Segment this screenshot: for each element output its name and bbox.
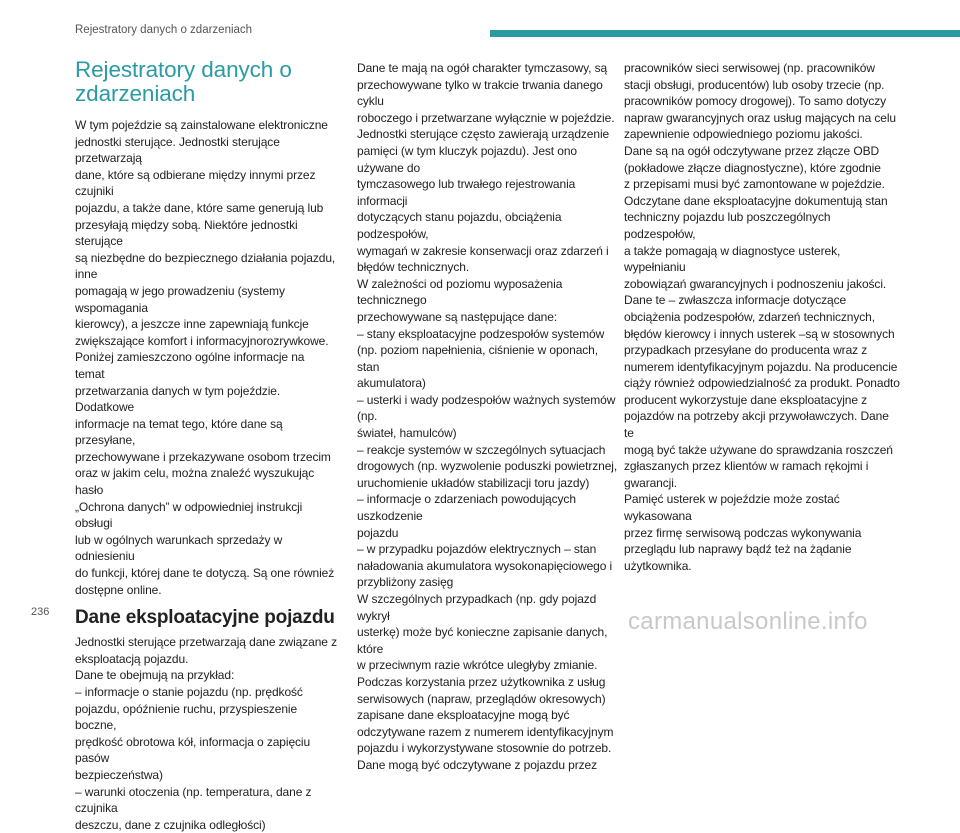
header-accent-bar: [490, 30, 960, 37]
intro-paragraph: W tym pojeździe są zainstalowane elektroniczne jednostki sterujące. Jednostki sterujące przetwarzają dane, które są odbierane między innymi przez czujniki pojazdu, a także dane, które same generują lub przesyłają między sobą. Niektóre jednostki sterujące są niezbędne do bezpiecznego działania pojazdu, inne pomagają w jego prowadzeniu (systemy wspomagania kierowcy), a jeszcze inne zapewniają funkcje zwiększające komfort i informacyjnorozrywkowe. Poniżej zamieszczono ogólne informacje na temat przetwarzania danych w tym pojeździe. Dodatkowe informacje na temat tego, które dane są przesyłane, przechowywane i przekazywane osobom trzecim oraz w jakim celu, można znaleźć wyszukując hasło „Ochrona danych” w odpowiedniej instrukcji obsługi lub w ogólnych warunkach sprzedaży w odniesieniu do funkcji, której dane te dotyczą. Są one również dostępne online.: [75, 118, 336, 597]
section-title: Rejestratory danych o zdarzeniach: [75, 57, 292, 106]
subheading-operational-data: Dane eksploatacyjne pojazdu: [75, 607, 335, 629]
running-header: Rejestratory danych o zdarzeniach: [75, 24, 253, 36]
column-right: [624, 60, 900, 574]
right-column-text: pracowników sieci serwisowej (np. pracowników stacji obsługi, producentów) lub osoby trzecie (np. pracowników pomocy drogowej). To samo dotyczy napraw gwarancyjnych oraz usług mających na celu zapewnienie odpowiedniego poziomu jakości. Dane są na ogół odczytywane przez złącze OBD (pokładowe złącze diagnostyczne), które zgodnie z przepisami musi być zamontowane w pojeździe. Odczytane dane eksploatacyjne dokumentują stan techniczny pojazdu lub poszczególnych podzespołów, a także pomagają w diagnostyce usterek, wypełnianiu zobowiązań gwarancyjnych i podnoszeniu jakości. Dane te – zwłaszcza informacje dotyczące obciążenia podzespołów, zdarzeń technicznych, błędów kierowcy i innych usterek –są w stosownych przypadkach przesyłane do producenta wraz z numerem identyfikacyjnym pojazdu. Na producencie ciąży również odpowiedzialność za produkt. Ponadto producent wykorzystuje dane eksploatacyjne z pojazdów na potrzeby akcji przywoławczych. Dane te mogą być także używane do sprawdzania roszczeń zgłaszanych przez klientów w ramach rękojmi i gwarancji. Pamięć usterek w pojeździe może zostać wykasowana przez firmę serwisową podczas wykonywania przeglądu lub naprawy bądź też na żądanie użytkownika.: [624, 61, 900, 573]
column-left: [75, 58, 337, 833]
operational-data-paragraph: Jednostki sterujące przetwarzają dane związane z eksploatacją pojazdu. Dane te obejmują na przykład: – informacje o stanie pojazdu (np. prędkość pojazdu, opóźnienie ruchu, przyspieszenie boczne, prędkość obrotowa kół, informacja o zapięciu pasów bezpieczeństwa) – warunki otoczenia (np. temperatura, dane z czujnika deszczu, dane z czujnika odległości): [75, 635, 338, 832]
watermark: carmanualsonline.info: [628, 608, 868, 635]
page-number: 236: [31, 606, 50, 618]
column-middle: [357, 60, 619, 774]
middle-column-text: Dane te mają na ogół charakter tymczasowy, są przechowywane tylko w trakcie trwania danego cyklu roboczego i przetwarzane wyłącznie w pojeździe. Jednostki sterujące często zawierają urządzenie pamięci (w tym kluczyk pojazdu). Jest ono używane do tymczasowego lub trwałego rejestrowania informacji dotyczących stanu pojazdu, obciążenia podzespołów, wymagań w zakresie konserwacji oraz zdarzeń i błędów technicznych. W zależności od poziomu wyposażenia technicznego przechowywane są następujące dane: – stany eksploatacyjne podzespołów systemów (np. poziom napełnienia, ciśnienie w oponach, stan akumulatora) – usterki i wady podzespołów ważnych systemów (np. świateł, hamulców) – reakcje systemów w szczególnych sytuacjach drogowych (np. wyzwolenie poduszki powietrznej, uruchomienie układów stabilizacji toru jazdy) – informacje o zdarzeniach powodujących uszkodzenie pojazdu – w przypadku pojazdów elektrycznych – stan naładowania akumulatora wysokonapięciowego i przybliżony zasięg W szczególnych przypadkach (np. gdy pojazd wykrył usterkę) może być konieczne zapisanie danych, które w przeciwnym razie wkrótce uległyby zmianie. Podczas korzystania przez użytkownika z usług serwisowych (napraw, przeglądów okresowych) zapisane dane eksploatacyjne mogą być odczytywane razem z numerem identyfikacyjnym pojazdu i wykorzystywane stosownie do potrzeb. Dane mogą być odczytywane z pojazdu przez: [357, 61, 618, 772]
